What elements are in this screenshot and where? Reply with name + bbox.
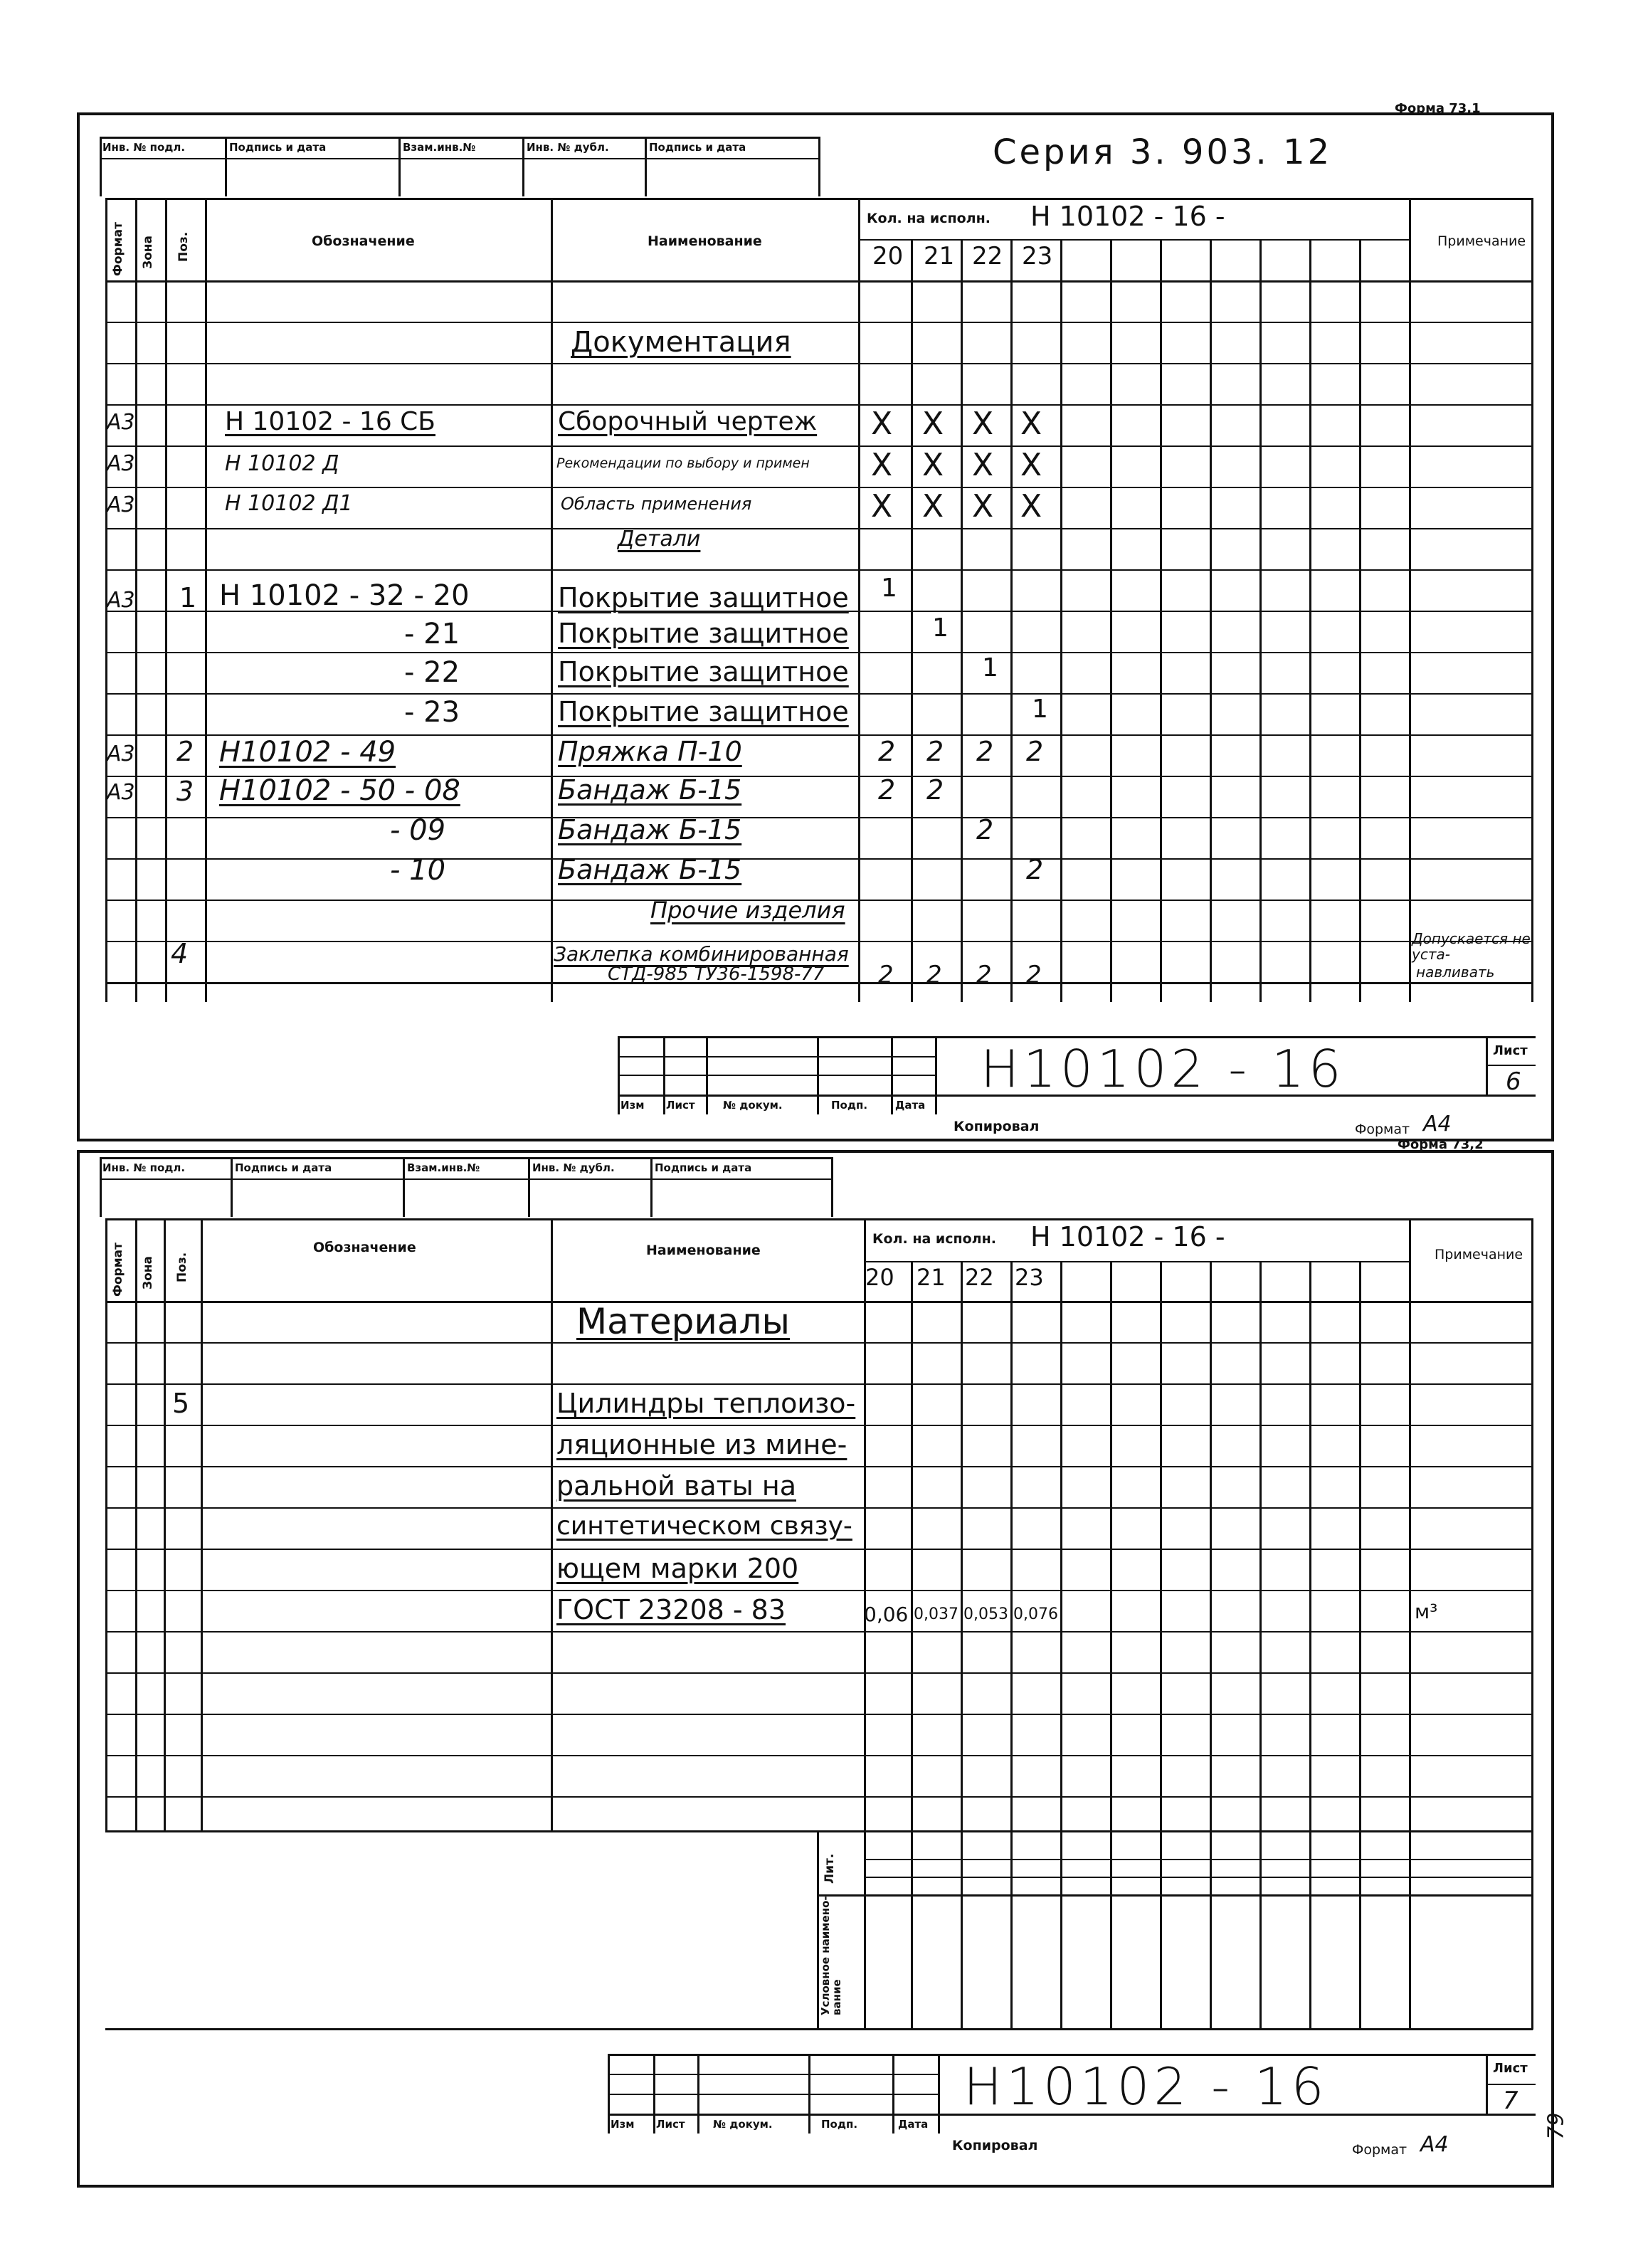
stamp-label: Инв. № дубл.: [527, 141, 609, 154]
cell-format: А3: [107, 588, 135, 613]
stamp-label: Инв. № дубл.: [532, 1161, 615, 1174]
cell-designation: - 23: [404, 696, 460, 729]
cell-pos: 5: [172, 1388, 190, 1419]
spec-table: [105, 198, 1533, 1002]
form-label: Форма 73,1: [1395, 101, 1481, 116]
col-header-note: Примечание: [1435, 1247, 1523, 1262]
format-label: Формат: [1352, 2142, 1407, 2158]
cell-qty: X: [1020, 488, 1042, 524]
cell-format: А3: [107, 451, 135, 476]
cell-qty: 1: [881, 574, 897, 603]
cell-qty: 2: [878, 736, 896, 767]
col-header-note: Примечание: [1437, 233, 1526, 249]
section-title-documentation: Документация: [571, 326, 791, 359]
sheet-number: 6: [1506, 1067, 1521, 1096]
izm-label: Изм: [620, 1099, 645, 1112]
format-value: А4: [1420, 2132, 1449, 2157]
cell-pos: 3: [176, 776, 194, 807]
variant-label: 22: [972, 242, 1003, 270]
section-title-materials: Материалы: [576, 1301, 790, 1342]
variant-label: 20: [872, 242, 904, 270]
cell-qty: X: [871, 447, 893, 483]
cell-name: Покрытие защитное: [558, 618, 849, 649]
izm-label: Дата: [898, 2118, 929, 2131]
izm-label: Лист: [656, 2118, 685, 2131]
col-header-qty: Кол. на исполн.: [872, 1231, 996, 1247]
title-block: [618, 1036, 1536, 1114]
cell-qty: 1: [932, 613, 949, 643]
cell-qty: 2: [878, 961, 894, 989]
cell-qty: X: [972, 406, 994, 442]
variant-label: 20: [865, 1264, 894, 1291]
cell-qty: 2: [976, 814, 994, 845]
cell-qty: X: [922, 406, 944, 442]
variant-label: 23: [1022, 242, 1053, 270]
cell-note: Допускается не уста-: [1412, 930, 1531, 963]
cell-name: Заклепка комбинированная: [554, 942, 849, 966]
izm-label: Дата: [895, 1099, 926, 1112]
unit: м³: [1415, 1600, 1438, 1623]
document-number: Н10102 - 16: [981, 1039, 1346, 1099]
stamp-header: [100, 1157, 833, 1217]
col-header-qty: Кол. на исполн.: [867, 211, 991, 226]
document-number: Н10102 - 16: [963, 2057, 1329, 2116]
cell-name: Пряжка П-10: [558, 736, 742, 767]
cell-name: Бандаж Б-15: [558, 854, 742, 885]
cell-qty: 2: [926, 961, 942, 989]
cell-designation: Н 10102 Д: [225, 451, 339, 476]
material-line: ральной ваты на: [556, 1470, 796, 1502]
col-header-designation: Обозначение: [313, 1240, 416, 1255]
cell-name: Область применения: [561, 494, 752, 514]
title-block: [608, 2054, 1536, 2133]
stamp-label: Подпись и дата: [649, 141, 746, 154]
cell-qty: 0,076: [1013, 1605, 1058, 1623]
stamp-label: Взам.инв.№: [403, 141, 476, 154]
sheet-label: Лист: [1493, 1043, 1528, 1058]
variant-label: 22: [965, 1264, 994, 1291]
izm-label: Изм: [611, 2118, 635, 2131]
cell-qty: X: [1020, 406, 1042, 442]
cell-qty: X: [871, 488, 893, 524]
col-header-name: Наименование: [646, 1243, 761, 1258]
cell-designation: Н10102 - 50 - 08: [219, 774, 460, 807]
col-header-zone: Зона: [141, 1256, 155, 1289]
cell-qty: X: [922, 447, 944, 483]
cell-qty: X: [972, 488, 994, 524]
col-header-designation: Обозначение: [312, 233, 415, 249]
cell-name: Бандаж Б-15: [558, 814, 742, 845]
sheet-number: 7: [1503, 2087, 1518, 2115]
cell-qty: X: [972, 447, 994, 483]
stamp-label: Подпись и дата: [655, 1161, 752, 1174]
cell-qty: 2: [1026, 854, 1044, 885]
material-line: синтетическом связу-: [556, 1512, 852, 1541]
cell-designation: - 10: [390, 854, 446, 887]
cell-designation: - 21: [404, 618, 460, 650]
izm-label: Подп.: [821, 2118, 858, 2131]
izm-label: № докум.: [723, 1099, 783, 1112]
variant-label: 21: [917, 1264, 946, 1291]
section-title-other: Прочие изделия: [650, 897, 845, 924]
margin-page-number: 79: [1543, 2112, 1569, 2140]
cell-format: А3: [107, 742, 135, 766]
cell-qty: 1: [1032, 695, 1048, 724]
material-line: ГОСТ 23208 - 83: [556, 1594, 786, 1625]
cell-name: Сборочный чертеж: [558, 407, 818, 436]
col-header-name: Наименование: [648, 233, 762, 249]
cell-designation: Н10102 - 49: [219, 736, 396, 769]
cell-qty: 1: [982, 653, 998, 682]
cell-designation: - 09: [390, 814, 446, 847]
cell-qty: X: [1020, 447, 1042, 483]
cell-designation: - 22: [404, 656, 460, 689]
stamp-label: Взам.инв.№: [407, 1161, 480, 1174]
cell-format: А3: [107, 780, 135, 805]
col-header-format: Формат: [111, 1243, 125, 1297]
copied-label: Копировал: [952, 2138, 1038, 2153]
cell-qty: 0,037: [914, 1605, 958, 1623]
izm-label: № докум.: [713, 2118, 773, 2131]
cell-format: А3: [107, 492, 135, 517]
variant-label: 21: [924, 242, 955, 270]
cell-qty: 2: [1026, 961, 1042, 989]
cell-name: Покрытие защитное: [558, 696, 849, 727]
sheet-label: Лист: [1493, 2061, 1528, 2076]
variant-label: 23: [1015, 1264, 1044, 1291]
cell-note: навливать: [1416, 964, 1495, 981]
cell-pos: 1: [179, 582, 197, 613]
cell-qty: 2: [926, 736, 944, 767]
stamp-header: [100, 137, 820, 196]
col-header-format: Формат: [111, 222, 125, 276]
cell-qty: 2: [976, 736, 994, 767]
material-line: ляционные из мине-: [556, 1429, 847, 1460]
cell-format: А3: [107, 410, 135, 435]
stamp-label: Инв. № подл.: [102, 141, 186, 154]
lit-label: Лит.: [823, 1853, 837, 1884]
spec-table: [105, 1218, 1533, 2030]
format-value: А4: [1423, 1112, 1452, 1136]
cell-name: Покрытие защитное: [558, 656, 849, 687]
cell-name: СТД-985 ТУ36-1598-77: [608, 964, 825, 985]
col-header-zone: Зона: [141, 236, 155, 269]
cell-qty: X: [922, 488, 944, 524]
copied-label: Копировал: [954, 1119, 1040, 1134]
cell-qty: 0,053: [963, 1605, 1008, 1623]
stamp-label: Подпись и дата: [229, 141, 327, 154]
izm-label: Лист: [666, 1099, 695, 1112]
cell-qty: X: [871, 406, 893, 442]
format-label: Формат: [1355, 1122, 1410, 1137]
cell-designation: Н 10102 - 32 - 20: [219, 579, 470, 612]
izm-label: Подп.: [831, 1099, 868, 1112]
cell-qty: 2: [926, 774, 944, 806]
qty-code: Н 10102 - 16 -: [1030, 1221, 1225, 1252]
material-line: Цилиндры теплоизо-: [556, 1388, 856, 1419]
conditional-name-label: Условное наимено-вание: [819, 1896, 843, 2015]
section-title-details: Детали: [618, 527, 701, 552]
form-label: Форма 73,2: [1398, 1137, 1484, 1152]
qty-code: Н 10102 - 16 -: [1030, 201, 1225, 232]
cell-name: Бандаж Б-15: [558, 774, 742, 806]
stamp-label: Инв. № подл.: [102, 1161, 186, 1174]
cell-qty: 2: [878, 774, 896, 806]
col-header-pos: Поз.: [175, 1252, 189, 1282]
stamp-label: Подпись и дата: [235, 1161, 332, 1174]
series-title: Серия 3. 903. 12: [993, 132, 1333, 172]
cell-pos: 2: [176, 736, 194, 767]
col-header-pos: Поз.: [176, 231, 191, 262]
cell-pos: 4: [171, 938, 189, 969]
cell-qty: 2: [1026, 736, 1044, 767]
cell-qty: 2: [976, 961, 992, 989]
cell-designation: Н 10102 Д1: [225, 491, 353, 516]
cell-name: Покрытие защитное: [558, 582, 849, 613]
material-line: ющем марки 200: [556, 1553, 799, 1584]
cell-qty: 0,06: [864, 1603, 909, 1626]
cell-designation: Н 10102 - 16 СБ: [225, 407, 435, 436]
cell-name: Рекомендации по выбору и примен: [556, 455, 810, 471]
sheet-2: [0, 1132, 1648, 2263]
